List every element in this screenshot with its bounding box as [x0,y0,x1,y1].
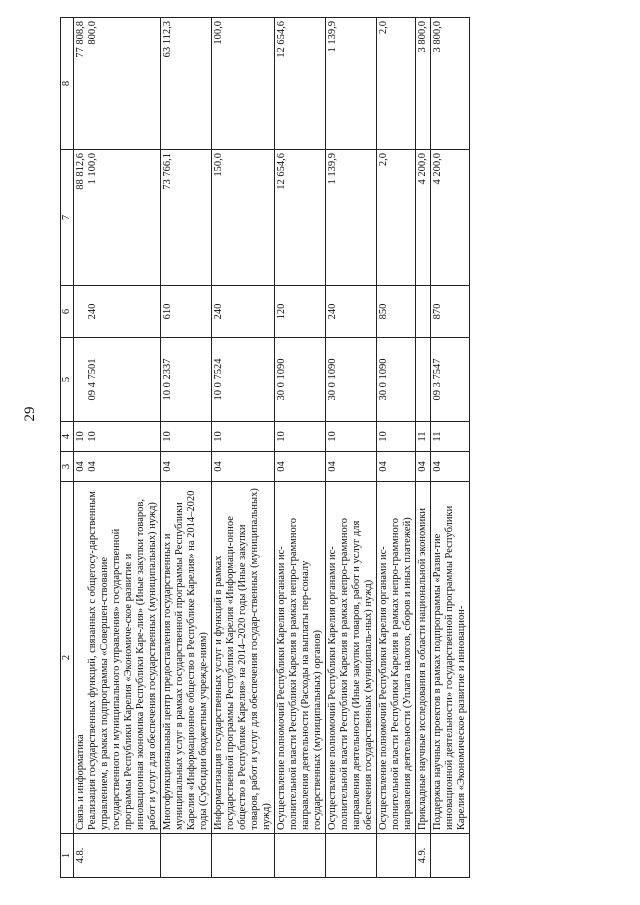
section-code: 04 [326,452,377,482]
row-description: Осуществление полномочий Республики Карелия органами ис-полнительной власти Республики Карелия в рамках непро-граммного направления деятельности (Иные закупки товаров, работ и услуг для обеспечения государственных (муниципаль-ных) нужд) [326,482,377,834]
rotated-table-container [60,18,626,878]
header-cell: 5 [61,338,74,422]
row-number [212,834,275,878]
subsection-code [74,422,161,452]
subsection-code: 10 [377,422,416,452]
section-code: 04 [161,452,212,482]
subsection-code-value: 10 [87,431,98,442]
table-row [377,18,416,878]
table-row [161,18,212,878]
target-article-value: 09 4 7501 [87,358,98,401]
amount-col7: 73 766,1 [161,150,212,286]
amount-value: 1 100,0 [87,153,98,185]
section-title: Связь и информатика [75,734,86,830]
header-cell: 4 [61,422,74,452]
expense-type-code [416,286,431,338]
table-row [74,18,161,878]
target-article-code: 30 0 1090 [377,338,416,422]
amount-col8: 2,0 [377,18,416,150]
header-cell: 6 [61,286,74,338]
amount-col7 [74,150,161,286]
row-description: Поддержка научных проектов в рамках подпрограммы «Разви-тие инновационной деятельности» государственной программы Республики Карелия «Экономическое развитие и инновацион- [431,482,470,834]
amount-col8: 1 139,9 [326,18,377,150]
budget-table [60,17,470,878]
row-description: Прикладные научные исследования в области национальной экономики [416,482,431,834]
row-number [161,834,212,878]
row-number [275,834,326,878]
expense-type-code: 240 [212,286,275,338]
section-code: 04 [212,452,275,482]
row-description: Осуществление полномочий Республики Карелия органами ис-полнительной власти Республики Карелия в рамках непро-граммного направления деятельности (Уплата налогов, сборов и иных платежей) [377,482,416,834]
expense-type-code: 850 [377,286,416,338]
section-code: 04 [275,452,326,482]
amount-col7: 12 654,6 [275,150,326,286]
amount-col8: 3 800,0 [431,18,470,150]
section-code-value: 04 [87,461,98,472]
amount-col8: 63 112,3 [161,18,212,150]
subsection-code: 10 [161,422,212,452]
target-article-code: 30 0 1090 [275,338,326,422]
target-article-code [74,338,161,422]
expense-type-code [74,286,161,338]
row-description: Многофункциональный центр предоставления государственных и муниципальных услуг в рамках государственной программы Республики Карелия «Информационное общество в Республике Карелия» на 2014–2020 годы (Субсидии бюджетным учрежде-ниям) [161,482,212,834]
target-article-code: 10 0 7524 [212,338,275,422]
amount-col7: 150,0 [212,150,275,286]
amount-col8: 100,0 [212,18,275,150]
expense-type-code: 870 [431,286,470,338]
subsection-code: 11 [416,422,431,452]
amount-col8: 12 654,6 [275,18,326,150]
subsection-code: 10 [275,422,326,452]
subsection-code-value: 10 [75,431,86,442]
table-row [326,18,377,878]
header-cell: 2 [61,482,74,834]
section-code: 04 [431,452,470,482]
expense-type-value: 240 [87,303,98,320]
amount-value: 88 812,6 [75,153,86,190]
section-code: 04 [377,452,416,482]
item-description: Реализация государственных функций, связанных с общегосу-дарственным управлением, в рамках подпрограммы «Совершен-ствование государственного и муниципального управления» государственной программы Республики Карелия «Экономиче-ское развитие и инновационная экономика Республики Каре-лия» (Иные закупки товаров, работ и услуг для обеспечения государственных (муниципальных) нужд) [87,491,158,830]
subsection-code: 11 [431,422,470,452]
target-article-code: 30 0 1090 [326,338,377,422]
amount-value: 800,0 [87,21,98,45]
amount-col7: 4 200,0 [431,150,470,286]
amount-col7: 2,0 [377,150,416,286]
amount-col7: 1 139,9 [326,150,377,286]
table-row [275,18,326,878]
header-cell: 8 [61,18,74,150]
row-description [74,482,161,834]
row-description: Информатизация государственных услуг и функций в рамках государственной программы Республики Карелия «Информаци-онное общество в Республике Карелия» на 2014–2020 годы (Иные закупки товаров, работ и услуг для обеспечения государ-ственных (муниципальных) нужд) [212,482,275,834]
row-number [377,834,416,878]
amount-value: 77 808,8 [75,21,86,58]
expense-type-code: 120 [275,286,326,338]
row-number [326,834,377,878]
row-number [431,834,470,878]
expense-type-code: 610 [161,286,212,338]
amount-col8 [74,18,161,150]
table-header-row [61,18,74,878]
row-description: Осуществление полномочий Республики Карелия органами ис-полнительной власти Республики Карелия в рамках непро-граммного направления деятельности (Расходы на выплаты пер-соналу государственных (муниципальных) органов) [275,482,326,834]
row-number: 4.8. [74,834,161,878]
target-article-code [416,338,431,422]
header-cell: 7 [61,150,74,286]
table-row [416,18,431,878]
subsection-code: 10 [326,422,377,452]
section-code-value: 04 [75,461,86,472]
target-article-code: 09 3 7547 [431,338,470,422]
header-cell: 3 [61,452,74,482]
subsection-code: 10 [212,422,275,452]
section-code: 04 [416,452,431,482]
section-code [74,452,161,482]
page-number: 29 [22,406,38,422]
header-cell: 1 [61,834,74,878]
amount-col7: 4 200,0 [416,150,431,286]
target-article-code: 10 0 2337 [161,338,212,422]
amount-col8: 3 800,0 [416,18,431,150]
row-number: 4.9. [416,834,431,878]
table-row [431,18,470,878]
table-row [212,18,275,878]
expense-type-code: 240 [326,286,377,338]
